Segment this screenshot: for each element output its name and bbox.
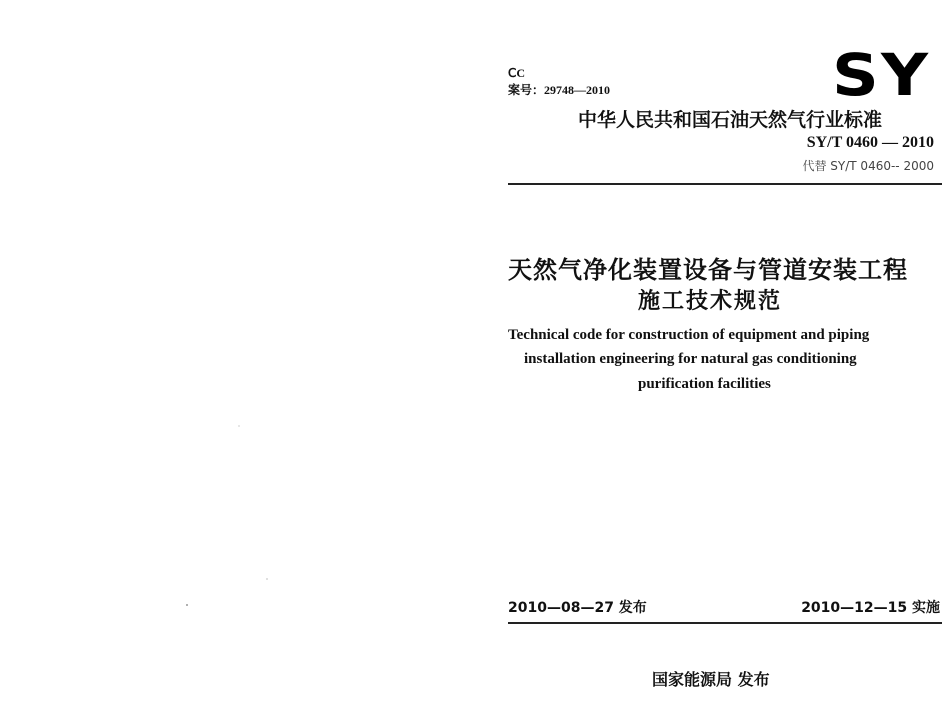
scan-speck [266,578,268,580]
title-en-line-1: Technical code for construction of equipment and piping [508,327,870,343]
scan-speck [238,425,240,427]
standard-type-title: 中华人民共和国石油天然气行业标准 [578,109,883,131]
title-en-line-3: purification facilities [638,376,771,392]
title-cn-line-1: 天然气净化装置设备与管道安装工程 [508,256,908,284]
publisher: 国家能源局 发布 [652,670,770,689]
scan-speck [186,604,188,606]
implementation-date: 2010—12—15 实施 [801,600,940,616]
footer-divider [508,622,942,624]
standard-code: SY/T 0460 — 2010 [806,134,934,151]
replaces-standard: 代替 SY/T 0460-- 2000 [802,159,934,173]
header-divider [508,183,942,185]
title-cn-line-2: 施工技术规范 [638,289,783,314]
record-number: 案号：29748—2010 [508,83,611,97]
title-en-line-2: installation engineering for natural gas conditioning [524,351,857,367]
sy-logo: SY [832,41,931,109]
issue-date: 2010—08—27 发布 [508,600,647,616]
ics-label: ⅭC [508,66,526,80]
